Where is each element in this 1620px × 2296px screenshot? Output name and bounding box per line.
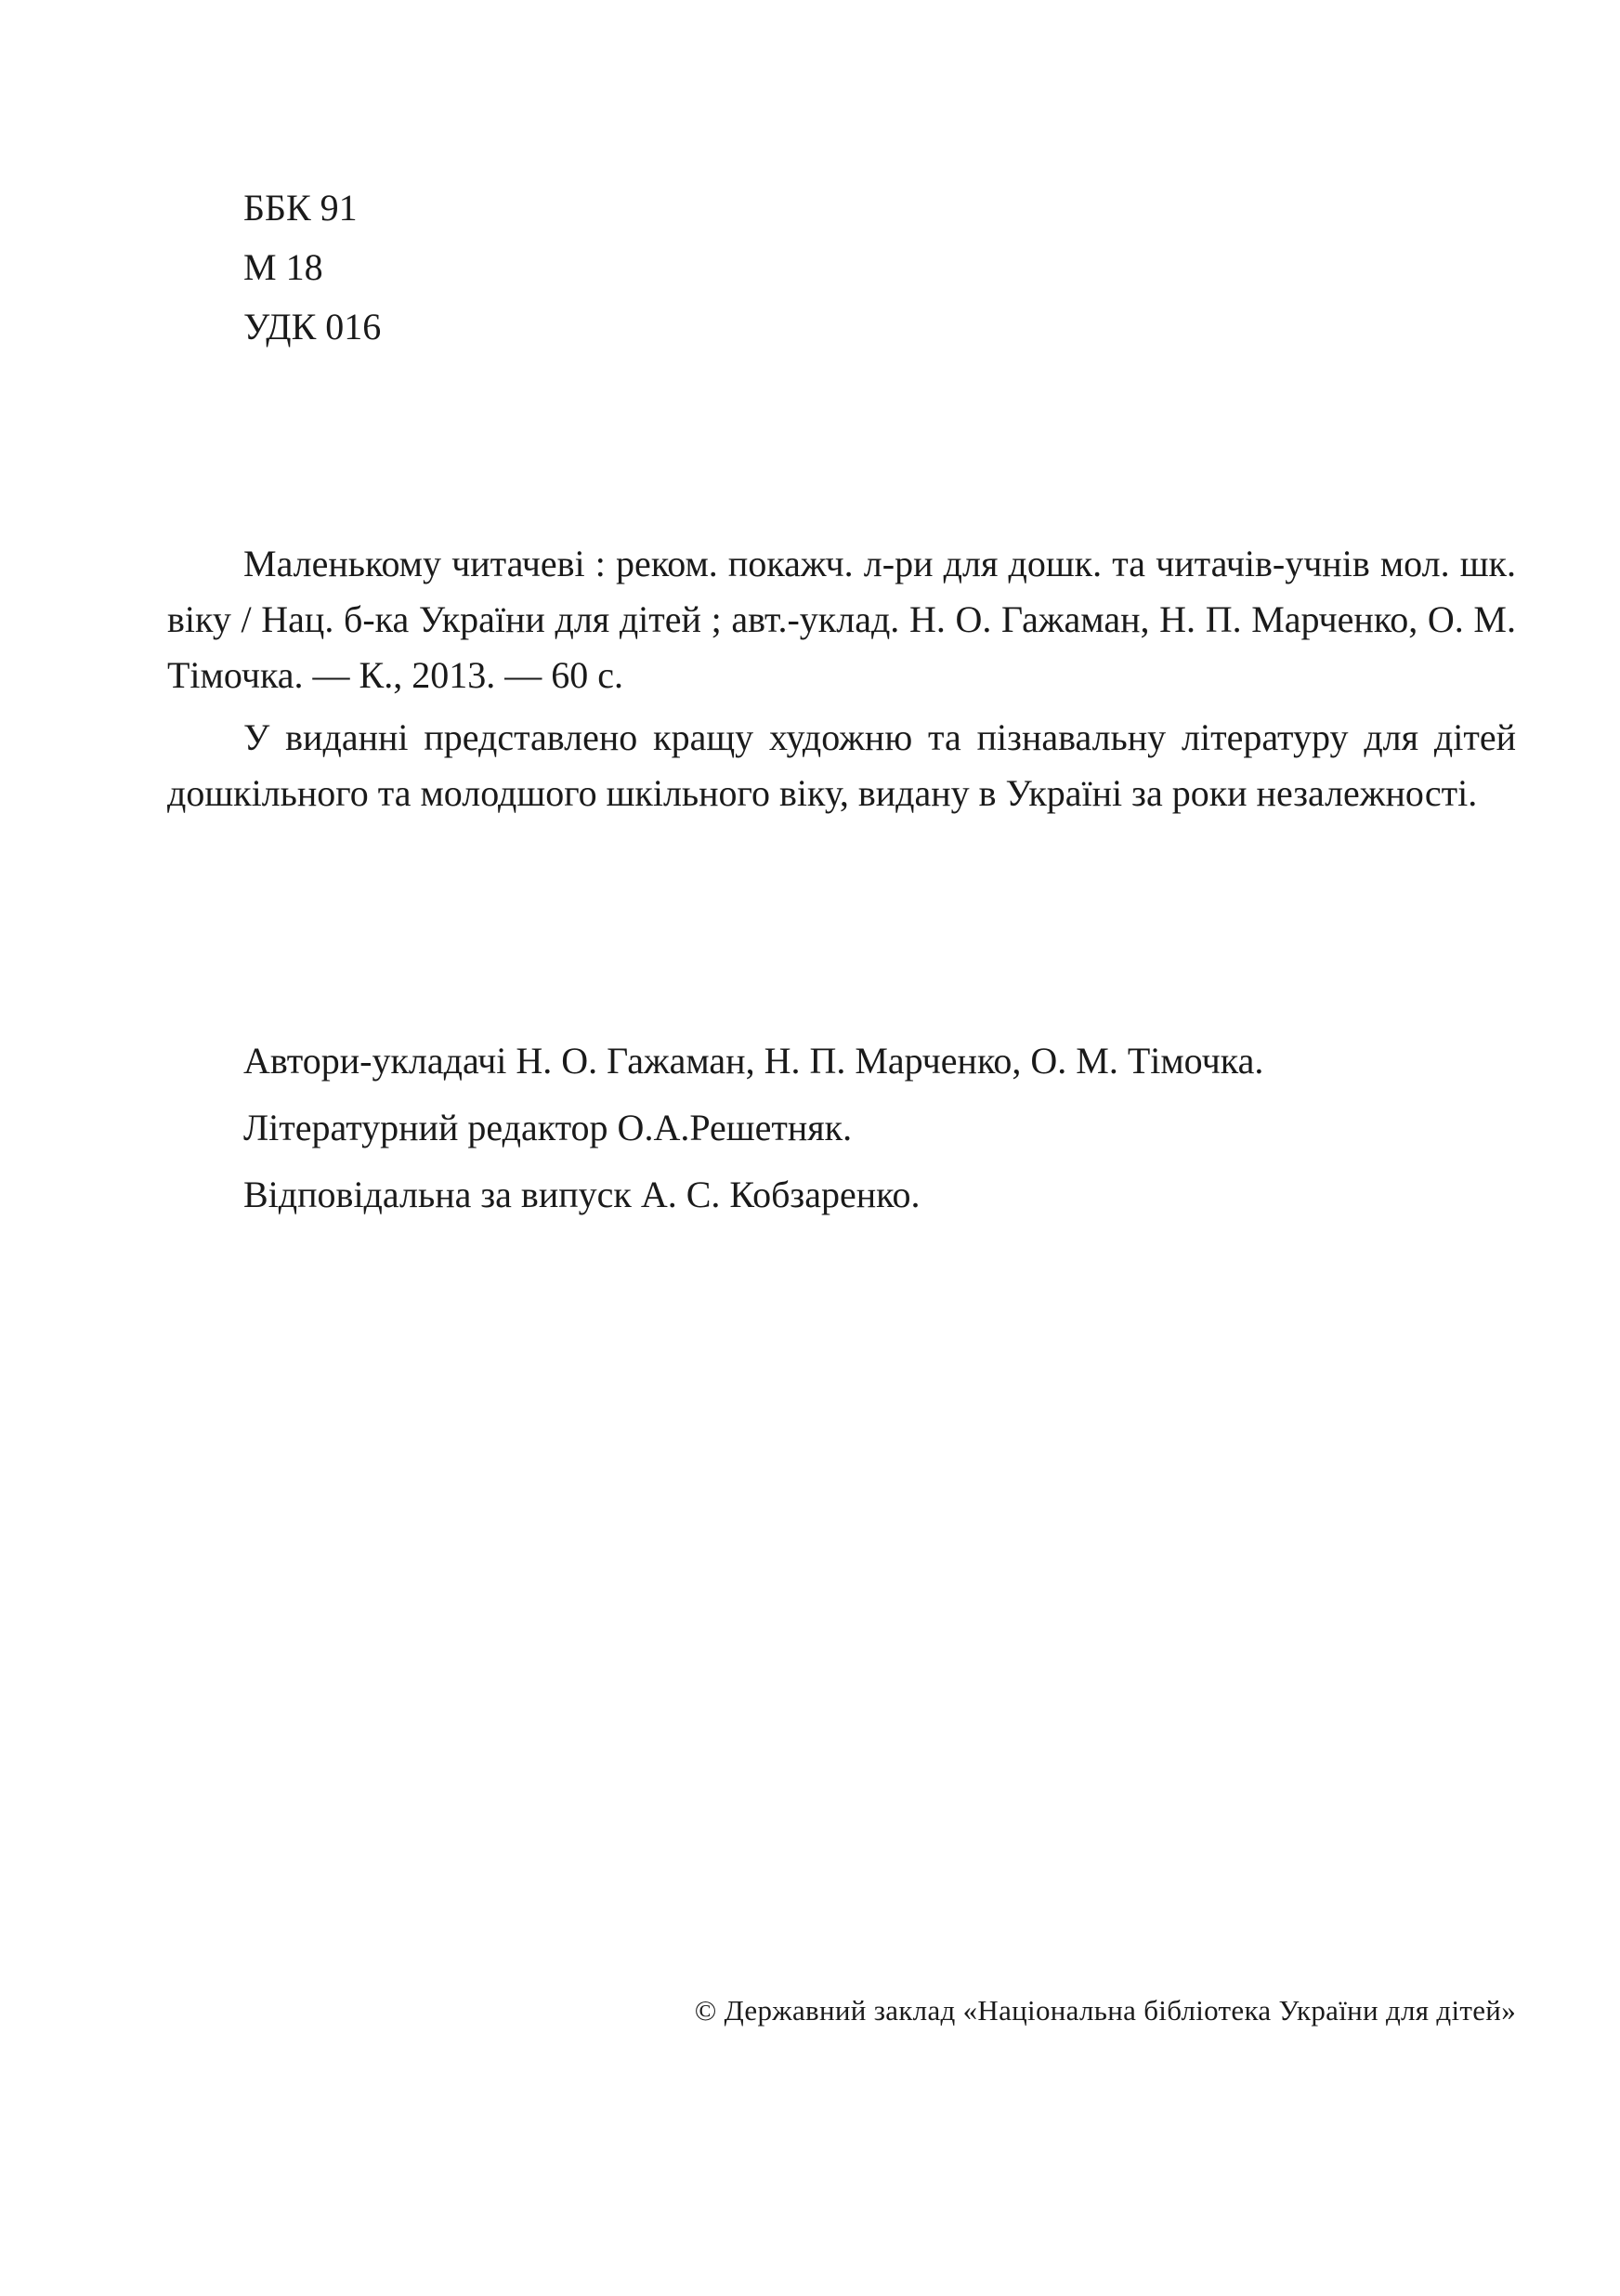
- copyright-notice: © Державний заклад «Національна бібліотека України для дітей»: [694, 1994, 1516, 2027]
- compilers-line: Автори-укладачі Н. О. Гажаман, Н. П. Марченко, О. М. Тімочка.: [243, 1040, 1264, 1082]
- annotation: У виданні представлено кращу художню та пізнавальну літературу для дітей дошкільного та молодшого шкільного віку, видану в Україні за роки незалежності.: [167, 716, 1516, 814]
- bibliographic-description: Маленькому читачеві : реком. покажч. л-ри для дошк. та читачів-учнів мол. шк. віку / Нац. б-ка України для дітей ; авт.-уклад. Н. О. Гажаман, Н. П. Марченко, О. М. Тімочка. — К., 2013. — 60 с.: [167, 543, 1516, 696]
- udk-code: УДК 016: [243, 306, 382, 348]
- bibliographic-block: [167, 536, 1516, 821]
- editor-line: Літературний редактор О.А.Решетняк.: [243, 1107, 853, 1148]
- bbk-code: ББК 91: [243, 187, 358, 229]
- classification-codes: [243, 178, 381, 357]
- author-mark: М 18: [243, 246, 323, 288]
- responsible-line: Відповідальна за випуск А. С. Кобзаренко.: [243, 1174, 921, 1215]
- credits-block: [243, 1028, 1263, 1228]
